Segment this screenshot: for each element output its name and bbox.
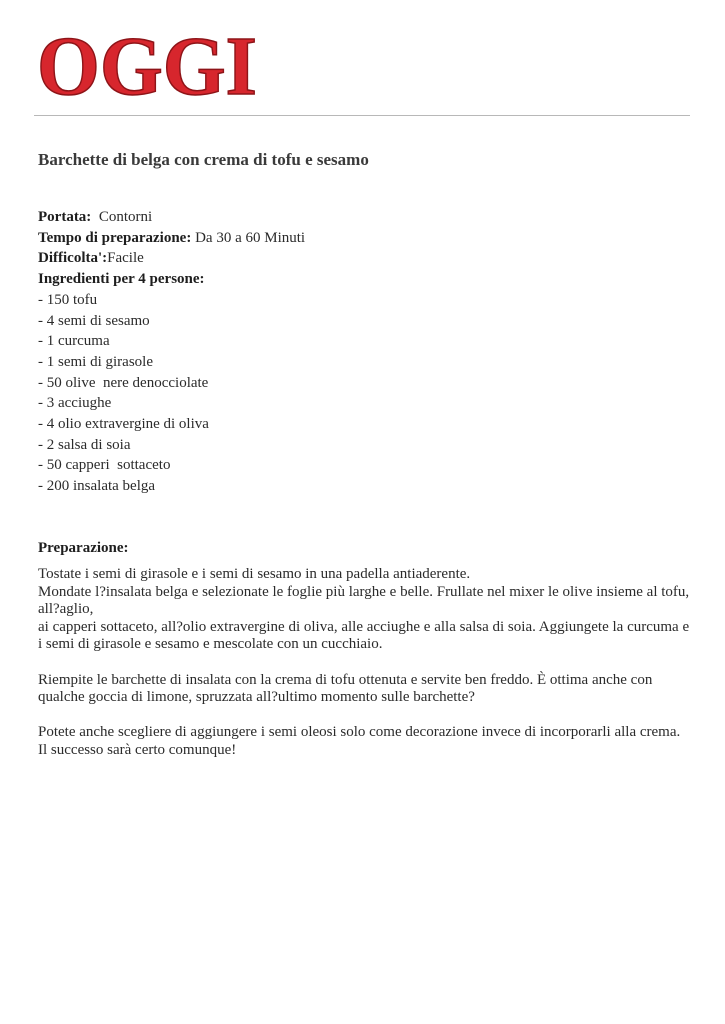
ingredients-heading-row [38, 269, 305, 290]
preparation-heading: Preparazione: [38, 540, 129, 556]
course-value: Contorni [98, 209, 153, 225]
oggi-logo-graphic [36, 31, 258, 101]
logo-wordmark: OGGI [37, 31, 257, 101]
recipe-details [38, 207, 305, 497]
preparation-paragraph: Riempite le barchette di insalata con la crema di tofu ottenuta e servite ben freddo. È ottima anche con qualche goccia di limone, spruzzata all?ultimo momento sulle barchette? [38, 671, 653, 706]
difficulty-row [38, 248, 305, 269]
recipe-title: Barchette di belga con crema di tofu e sesamo [38, 150, 369, 169]
preparation-paragraph: Tostate i semi di girasole e i semi di sesamo in una padella antiaderente. Mondate l?insalata belga e selezionate le foglie più larghe e belle. Frullate nel mixer le olive insieme al tofu, all?aglio, ai capperi sottaceto, all?olio extravergine di oliva, alle acciughe e alla salsa di soia. Aggiungete la curcuma e i semi di girasole e sesamo e mescolate con un cucchiaio. [38, 566, 690, 653]
ingredient-item: - 50 capperi sottaceto [38, 457, 171, 474]
prep-time-label: Tempo di preparazione: [38, 229, 192, 246]
difficulty-label: Difficolta': [38, 250, 108, 267]
preparation-paragraph: Potete anche scegliere di aggiungere i semi oleosi solo come decorazione invece di incorporarli alla crema. Il successo sarà certo comunque! [38, 724, 681, 758]
ingredient-item: - 4 semi di sesamo [38, 312, 150, 329]
ingredient-item: - 1 semi di girasole [38, 353, 153, 370]
difficulty-value: Facile [107, 250, 144, 267]
ingredient-item: - 200 insalata belga [38, 478, 156, 495]
prep-time-value: Da 30 a 60 Minuti [195, 229, 306, 246]
header-divider [34, 115, 690, 116]
oggi-logo [36, 31, 258, 101]
prep-time-row [38, 228, 305, 249]
ingredient-item: - 150 tofu [38, 291, 98, 308]
ingredient-item: - 2 salsa di soia [38, 436, 131, 453]
course-row [38, 207, 305, 228]
ingredients-label: Ingredienti per 4 persone: [38, 271, 205, 288]
ingredients-list [38, 290, 305, 497]
preparation-text [38, 566, 690, 777]
ingredient-item: - 1 curcuma [38, 333, 110, 350]
course-label: Portata: [38, 209, 92, 225]
ingredient-item: - 50 olive nere denocciolate [38, 374, 209, 391]
ingredient-item: - 3 acciughe [38, 395, 112, 412]
ingredient-item: - 4 olio extravergine di oliva [38, 416, 209, 433]
